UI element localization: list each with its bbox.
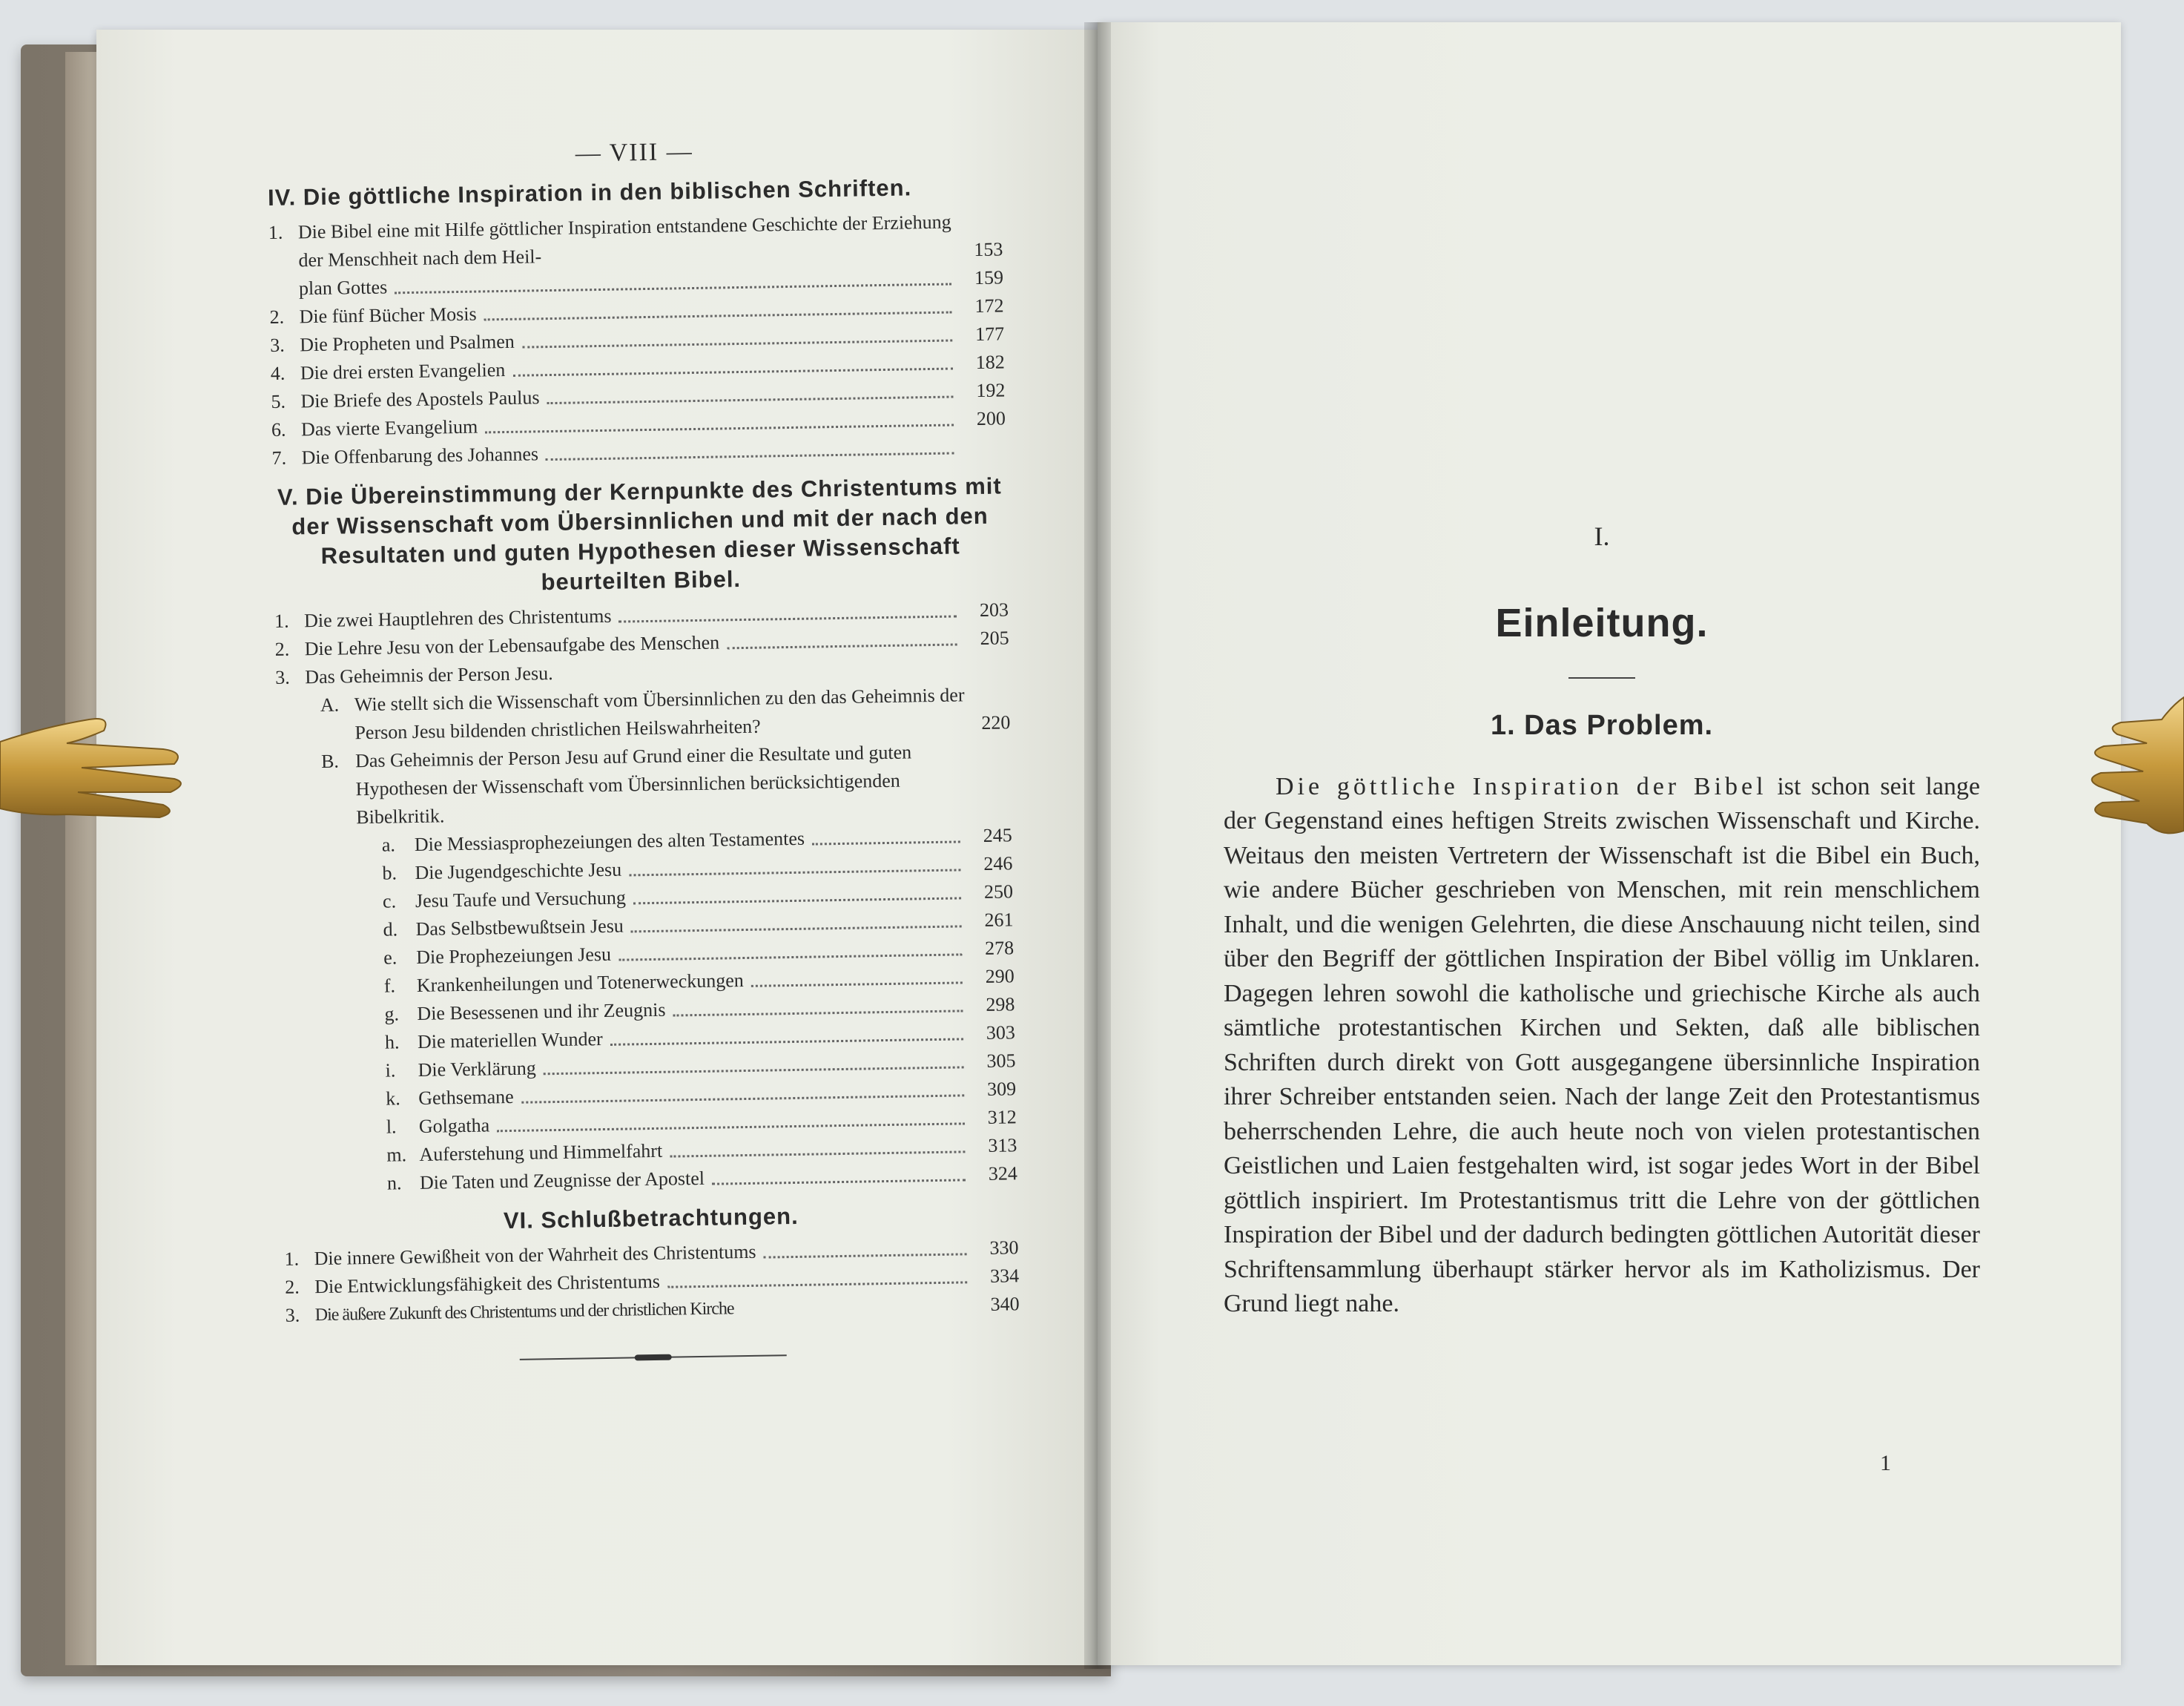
toc-subitem: n. Die Taten und Zeugnisse der Apostel 324	[386, 1162, 1018, 1194]
page-number: 1	[1880, 1451, 1891, 1475]
toc-subitem-a: A. Wie stellt sich die Wissenschaft vom Übersinnlichen zu den das Geheimnis der Person Jesu bildenden christlichen Heilswahrheiten? 220	[320, 684, 1011, 744]
section-iv-title: IV. Die göttliche Inspiration in den biblischen Schriften.	[267, 174, 912, 211]
toc-subitem: b. Die Jugendgeschichte Jesu 246	[382, 852, 1013, 884]
toc-item: 4. Die drei ersten Evangelien 182	[270, 351, 1005, 384]
section-v-list	[274, 596, 1017, 1199]
section-v-title: V. Die Übereinstimmung der Kernpunkte des Christentums mit der Wissenschaft vom Übersinnlichen und mit der nach den Resultaten und guten Hypothesen dieser Wissenschaft beurteilten Bibel.	[277, 472, 1002, 596]
section-vi-list	[284, 1234, 1020, 1330]
toc-item: 2. Die fünf Bücher Mosis 172	[269, 294, 1004, 328]
toc-item: 2. Die Lehre Jesu von der Lebensaufgabe des Menschen 205	[274, 627, 1009, 660]
body-paragraph	[1224, 770, 1980, 1322]
right-page-clip-icon	[2088, 690, 2184, 838]
chapter-text	[1224, 519, 1980, 1322]
toc-subitem: f. Krankenheilungen und Totenerweckungen 290	[383, 965, 1015, 997]
toc-item: 1. Die Bibel eine mit Hilfe göttlicher Inspiration entstandene Geschichte der Erziehung der Menschheit nach dem Heil- 153	[268, 211, 1003, 271]
toc-subitem: i. Die Verklärung 305	[385, 1050, 1016, 1081]
toc-subitem: h. Die materiellen Wunder 303	[384, 1021, 1016, 1053]
left-page-clip-icon	[0, 697, 193, 846]
toc-item: plan Gottes 159	[298, 266, 1004, 300]
toc-item: 3. Das Geheimnis der Person Jesu.	[275, 662, 553, 688]
toc-item: 1. Die innere Gewißheit von der Wahrheit des Christentums 330	[284, 1236, 1019, 1270]
paragraph-text: ist schon seit lange der Gegenstand eines heftigen Streits zwischen Wissenschaft und Kirche. Weitaus den meisten Vertretern der Wissenschaft ist die Bibel ein Buch, wie andere Bücher geschrieben von Menschen, mit rein menschlichem Inhalt, und die wenigen Gelehrten, die diese Anschauung nicht teilen, sind über den Begriff der göttlichen Inspiration der Bibel völlig im Unklaren. Dagegen lehren sowohl die katholische und griechische Kirche als auch sämtliche protestantischen Kirchen und Sekten, daß alle biblischen Schriften durch direkt von Gott ausgegangene übersinnliche Inspiration ihrer Schreiber entstanden seien. Nach der lange Zeit den Protestantismus beherrschenden Lehre, die auch heute noch von vielen protestantischen Geistlichen und Laien festgehalten wird, ist sogar jedes Wort in der Bibel göttlich inspiriert. Im Protestantismus tritt die Lehre von der göttlichen Inspiration der Bibel und der dadurch bedingten göttlichen Autorität dieser Schriftensammlung überhaupt stärker hervor als im Katholizismus. Der Grund liegt nahe.	[1224, 772, 1980, 1317]
chapter-number: I.	[1594, 521, 1610, 551]
book-gutter	[1084, 22, 1111, 1669]
toc-item: 7. Die Offenbarung des Johannes	[271, 432, 1006, 472]
toc-subitem: a. Die Messiasprophezeiungen des alten Testamentes 245	[381, 824, 1012, 856]
section-iv-list	[268, 207, 1006, 472]
chapter-title: Einleitung.	[1495, 600, 1709, 645]
table-of-contents	[267, 133, 1020, 1366]
toc-item: 1. Die zwei Hauptlehren des Christentums 203	[274, 599, 1009, 632]
toc-item: 3. Die äußere Zukunft des Christentums und der christlichen Kirche 340	[285, 1293, 1020, 1326]
toc-item: 5. Die Briefe des Apostels Paulus 192	[271, 379, 1006, 412]
toc-subitem: m. Auferstehung und Himmelfahrt 313	[386, 1134, 1017, 1166]
toc-subitem-b: B. Das Geheimnis der Person Jesu auf Grund einer die Resultate und guten Hypothesen der Wissenschaft vom Übersinnlichen berücksichtigenden Bibelkritik.	[320, 741, 912, 829]
toc-item: 6. Das vierte Evangelium 200	[271, 407, 1006, 441]
toc-item: 3. Die Propheten und Psalmen 177	[270, 323, 1005, 356]
toc-subitem: d. Das Selbstbewußtsein Jesu 261	[383, 909, 1014, 941]
toc-subitem: e. Die Prophezeiungen Jesu 278	[383, 937, 1015, 969]
section-vi-title: VI. Schlußbetrachtungen.	[503, 1202, 799, 1234]
spaced-emphasis: Die göttliche Inspiration der Bibel	[1276, 772, 1767, 800]
page-header: — VIII —	[575, 137, 693, 168]
toc-subitem-list	[278, 821, 1018, 1199]
section-title: 1. Das Problem.	[1490, 710, 1714, 741]
toc-subitem: c. Jesu Taufe und Versuchung 250	[382, 880, 1014, 912]
toc-item: 2. Die Entwicklungsfähigkeit des Christentums 334	[284, 1265, 1020, 1298]
title-rule	[1568, 677, 1635, 679]
toc-subitem: l. Golgatha 312	[386, 1106, 1017, 1138]
toc-subitem: k. Gethsemane 309	[385, 1078, 1017, 1110]
toc-subitem: g. Die Besessenen und ihr Zeugnis 298	[384, 993, 1015, 1025]
